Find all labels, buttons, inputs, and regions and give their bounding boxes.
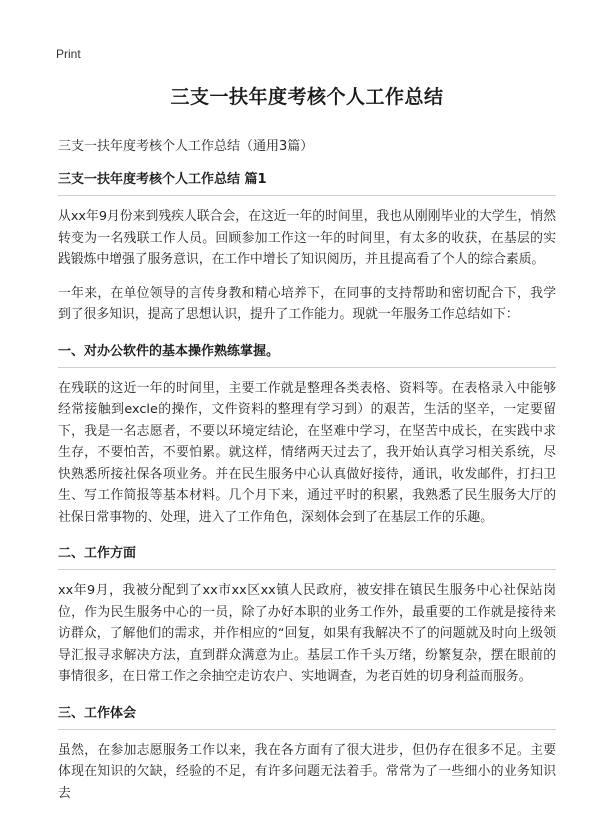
section-paragraph: xx年9月，我被分配到了xx市xx区xx镇人民政府，被安排在镇民生服务中心社保站岗位，作为民生服务中心的一员，除了办好本职的业务工作外，最重要的工作就是接待来访群众，了解他们的需求，并作相应的“回复，如果有我解决不了的问题就及时向上级领导汇报寻求解决方法，直到群众满意为止。基层工作千头万绪，纷繁复杂，摆在眼前的事情很多，在日常工作之余抽空走访农户、实地调查，为老百姓的切身利益而服务。 [58,583,556,684]
section-paragraph: 在残联的这近一年的时间里，主要工作就是整理各类表格、资料等。在表格录入中能够经常接触到excle的操作，文件资料的整理有学习到）的艰苦，生活的坚辛，一定要留下，我是一名志愿者，不要以环境定结论，在坚难中学习，在坚苦中成长，在实践中求生存，不要怕苦，不要怕累。就这样，情绪两天过去了，我开始认真学习相关系统，尽快熟悉所接社保各项业务。并在民生服务中心认真做好接待，通讯，收发邮件，打扫卫生、写工作简报等基本材料。几个月下来，通过平时的积累，我熟悉了民生服务大厅的社保日常事物的、处理，进入了工作角色，深刻体会到了在基层工作的乐趣。 [58,380,556,525]
part-heading: 三支一扶年度考核个人工作总结 篇1 [58,172,267,187]
divider [58,569,556,570]
divider [58,195,556,196]
section-heading-office-software: 一、对办公软件的基本操作熟练掌握。 [58,343,280,359]
print-link[interactable]: Print [56,47,81,61]
section-heading-work: 二、工作方面 [58,546,137,561]
intro-paragraph: 从xx年9月份来到残疾人联合会，在这近一年的时间里，我也从刚刚毕业的大学生，悄然转变为一名残联工作人员。回顾参加工作这一年的时间里，有太多的收获，在基层的实践锻炼中增强了服务意识，在工作中增长了知识阅历，并且提高看了个人的综合素质。 [58,209,556,267]
section-heading-experience: 三、工作体会 [58,705,137,721]
document-title: 三支一扶年度考核个人工作总结 [170,86,444,108]
document-subtitle: 三支一扶年度考核个人工作总结（通用3篇） [58,139,314,154]
divider [58,729,556,730]
intro-paragraph: 一年来，在单位领导的言传身教和精心培养下，在同事的支持帮助和密切配合下，我学到了很多知识，提高了思想认识，提升了工作能力。现就一年服务工作总结如下： [58,285,556,322]
divider [58,367,556,368]
section-paragraph: 虽然，在参加志愿服务工作以来，我在各方面有了很大进步，但仍存在很多不足。主要体现在知识的欠缺，经验的不足，有许多问题无法着手。常常为了一些细小的业务知识去 [58,742,556,801]
